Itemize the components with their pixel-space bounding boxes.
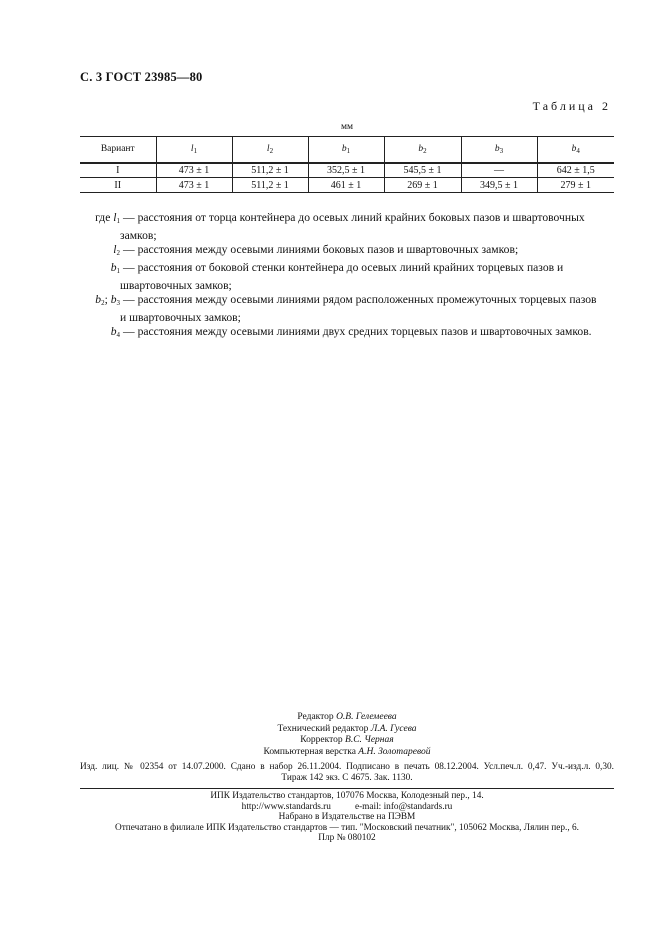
column-header-l1: $l_1$ [156,137,232,163]
column-header-variant: Вариант [80,137,156,163]
column-header-b4: $b_4$ [537,137,614,163]
table-units: мм [340,122,354,132]
legend-where-word: где [95,211,111,224]
publisher-info [80,791,614,844]
imprint-line: Тираж 142 экз. С 4675. Зак. 1130. [281,773,413,784]
legend-item-b2-b3: $b_2$; $b_3$ — расстояния между осевыми линиями рядом расположенных промежуточных торцевых пазов [95,293,597,307]
table-cell: II [80,178,156,193]
publisher-email-link[interactable]: e-mail: info@standards.ru [354,801,453,812]
symbol-legend [78,211,616,343]
table-header-row [80,137,614,163]
publisher-license: Плр № 080102 [318,833,376,844]
legend-item-b4: $b_4$ — расстояния между осевыми линиями двух средних торцевых пазов и швартовочных замков. [110,325,592,339]
table-cell: 279 ± 1 [537,178,614,193]
divider [80,788,614,789]
legend-continuation: замков; [120,229,157,242]
table-cell: — [461,163,537,178]
table-cell: 511,2 ± 1 [232,178,308,193]
column-header-b2: $b_2$ [384,137,461,163]
table-cell: 269 ± 1 [384,178,461,193]
table-row [80,163,614,178]
table-row [80,178,614,193]
table-caption: Таблица 2 [532,99,611,113]
imprint-line: Изд. лиц. № 02354 от 14.07.2000. Сдано в набор 26.11.2004. Подписано в печать 08.12.2004. Усл.печ.л. 0,47. Уч.-изд.л. 0,30. [80,762,614,772]
legend-continuation: швартовочных замков; [120,279,232,292]
publisher-address: ИПК Издательство стандартов, 107076 Москва, Колодезный пер., 14. [210,791,484,801]
table-cell: 352,5 ± 1 [308,163,384,178]
table-cell: I [80,163,156,178]
credit-tech-editor: Технический редактор Л.А. Гусева [277,723,417,734]
credit-editor: Редактор О.В. Гелемеева [297,712,397,722]
publisher-printing-note: Отпечатано в филиале ИПК Издательство стандартов — тип. "Московский печатник", 105062 Москва, Лялин пер., 6. [115,822,579,833]
table-cell: 511,2 ± 1 [232,163,308,178]
table-cell: 545,5 ± 1 [384,163,461,178]
column-header-b3: $b_3$ [461,137,537,163]
legend-continuation: и швартовочных замков; [120,311,241,324]
credit-corrector: Корректор В.С. Черная [300,735,394,745]
print-imprint [80,762,614,785]
editorial-credits [80,712,614,758]
legend-item-l1: где $l_1$ — расстояния от торца контейнера до осевых линий крайних боковых пазов и швартовочных [95,211,585,225]
page-header: С. 3 ГОСТ 23985—80 [80,70,203,84]
column-header-l2: $l_2$ [232,137,308,163]
table-cell: 461 ± 1 [308,178,384,193]
table-cell: 642 ± 1,5 [537,163,614,178]
legend-item-l2: $l_2$ — расстояния между осевыми линиями боковых пазов и швартовочных замков; [113,243,519,257]
credit-layout: Компьютерная верстка А.Н. Золотаревой [263,746,431,757]
legend-item-b1: $b_1$ — расстояния от боковой стенки контейнера до осевых линий крайних торцевых пазов и [110,261,564,275]
publisher-website-link[interactable]: http://www.standards.ru [241,801,331,812]
table-cell: 349,5 ± 1 [461,178,537,193]
table-cell: 473 ± 1 [156,178,232,193]
publisher-typeset-note: Набрано в Издательстве на ПЭВМ [278,812,416,823]
table-cell: 473 ± 1 [156,163,232,178]
column-header-b1: $b_1$ [308,137,384,163]
dimensions-table [80,136,614,193]
